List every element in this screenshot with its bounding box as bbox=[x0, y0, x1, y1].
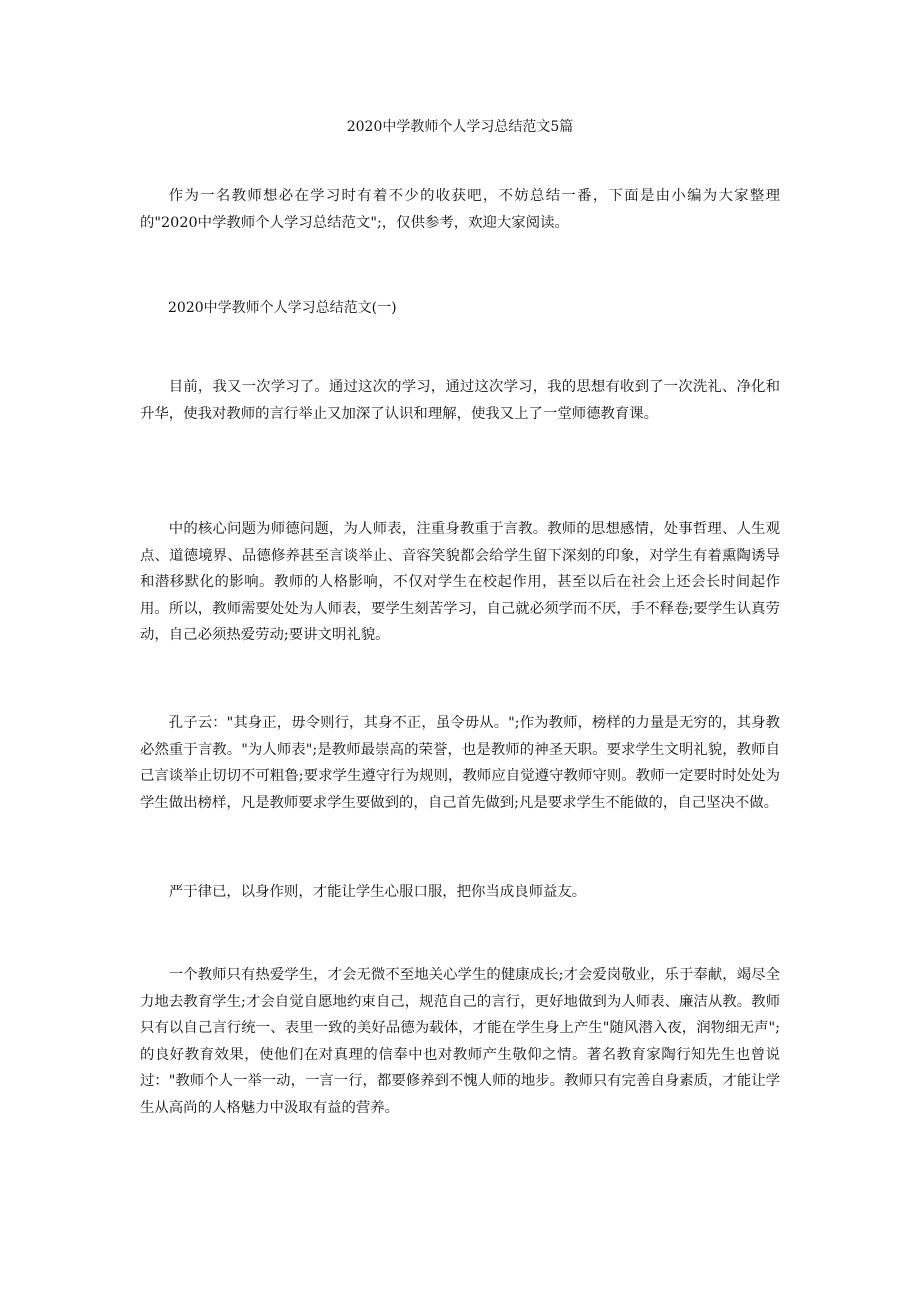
document-title: 2020中学教师个人学习总结范文5篇 bbox=[346, 119, 574, 135]
intro-paragraph: 作为一名教师想必在学习时有着不少的收获吧，不妨总结一番，下面是由小编为大家整理的"2020中学教师个人学习总结范文";，仅供参考，欢迎大家阅读。 bbox=[140, 188, 780, 231]
section-heading: 2020中学教师个人学习总结范文(一) bbox=[168, 300, 397, 316]
body-paragraph-5: 一个教师只有热爱学生，才会无微不至地关心学生的健康成长;才会爱岗敬业，乐于奉献，竭尽全力地去教育学生;才会自觉自愿地约束自己，规范自己的言行，更好地做到为人师表、廉洁从教。教师只有以自己言行统一、表里一致的美好品德为载体，才能在学生身上产生"随风潜入夜，润物细无声";的良好教育效果，使他们在对真理的信奉中也对教师产生敬仰之情。著名教育家陶行知先生也曾说过："教师个人一举一动，一言一行，都要修养到不愧人师的地步。教师只有完善自身素质，才能让学生从高尚的人格魅力中汲取有益的营养。 bbox=[140, 967, 780, 1116]
body-paragraph-2: 中的核心问题为师德问题，为人师表，注重身教重于言教。教师的思想感情，处事哲理、人生观点、道德境界、品德修养甚至言谈举止、音容笑貌都会给学生留下深刻的印象，对学生有着熏陶诱导和潜移默化的影响。教师的人格影响，不仅对学生在校起作用，甚至以后在社会上还会长时间起作用。所以，教师需要处处为人师表，要学生刻苦学习，自己就必须学而不厌，手不释卷;要学生认真劳动，自己必须热爱劳动;要讲文明礼貌。 bbox=[140, 521, 780, 644]
body-paragraph-3: 孔子云："其身正，毋令则行，其身不正，虽令毋从。";作为教师，榜样的力量是无穷的，其身教必然重于言教。"为人师表";是教师最崇高的荣誉，也是教师的神圣天职。要求学生文明礼貌，教师自己言谈举止切切不可粗鲁;要求学生遵守行为规则，教师应自觉遵守教师守则。教师一定要时时处处为学生做出榜样，凡是教师要求学生要做到的，自己首先做到;凡是要求学生不能做的，自己坚决不做。 bbox=[140, 715, 780, 811]
body-paragraph-4: 严于律已，以身作则，才能让学生心服口服，把你当成良师益友。 bbox=[168, 884, 587, 900]
body-paragraph-1: 目前，我又一次学习了。通过这次的学习，通过这次学习，我的思想有收到了一次洗礼、净化和升华，使我对教师的言行举止又加深了认识和理解，使我又上了一堂师德教育课。 bbox=[140, 379, 780, 422]
